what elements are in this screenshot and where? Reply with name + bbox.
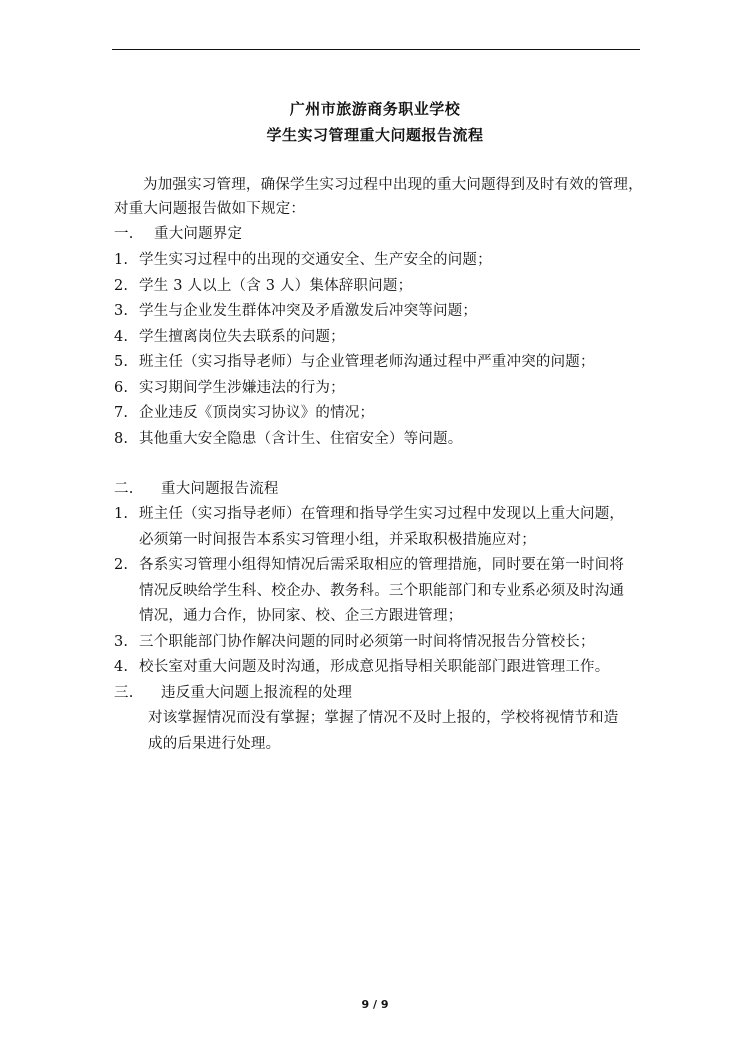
- list-item: 1. 班主任（实习指导老师）在管理和指导学生实习过程中发现以上重大问题，: [114, 506, 625, 522]
- list-item: 3. 三个职能部门协作解决问题的同时必须第一时间将情况报告分管校长；: [114, 634, 595, 650]
- intro-line-2: 对重大问题报告做如下规定：: [114, 201, 306, 217]
- list-item: 2. 各系实习管理小组得知情况后需采取相应的管理措施，同时要在第一时间将: [114, 557, 625, 573]
- document-title-subject: 学生实习管理重大问题报告流程: [266, 126, 484, 144]
- section-1-number: 一.: [114, 226, 134, 242]
- list-item-continuation: 必须第一时间报告本系实习管理小组，并采取积极措施应对；: [139, 532, 536, 548]
- header-rule: [112, 49, 640, 50]
- list-item-continuation: 情况反映给学生科、校企办、教务科。三个职能部门和专业系必须及时沟通: [139, 583, 625, 599]
- section-1-heading: [114, 227, 242, 242]
- section-3-paragraph-line-1: 对该掌握情况而没有掌握；掌握了情况不及时上报的，学校将视情节和造: [148, 710, 619, 726]
- list-item: 4. 校长室对重大问题及时沟通，形成意见指导相关职能部门跟进管理工作。: [114, 659, 610, 675]
- section-2-number: 二.: [114, 481, 134, 497]
- page-number: 9 / 9: [361, 998, 389, 1011]
- list-item: 3. 学生与企业发生群体冲突及矛盾激发后冲突等问题；: [114, 303, 478, 319]
- section-3-title: 违反重大问题上报流程的处理: [161, 685, 353, 701]
- section-3-paragraph-line-2: 成的后果进行处理。: [148, 736, 281, 752]
- document-title-school: 广州市旅游商务职业学校: [289, 100, 461, 118]
- section-3-heading: [114, 686, 352, 701]
- list-item: 7. 企业违反《顶岗实习协议》的情况；: [114, 405, 375, 421]
- section-2-title: 重大问题报告流程: [161, 481, 279, 497]
- list-item: 5. 班主任（实习指导老师）与企业管理老师沟通过程中严重冲突的问题；: [114, 354, 595, 370]
- list-item-continuation: 情况，通力合作，协同家、校、企三方跟进管理；: [139, 608, 463, 624]
- list-item: 1. 学生实习过程中的出现的交通安全、生产安全的问题；: [114, 252, 492, 268]
- list-item: 4. 学生擅离岗位失去联系的问题；: [114, 329, 345, 345]
- intro-line-1: 为加强实习管理，确保学生实习过程中出现的重大问题得到及时有效的管理，: [143, 177, 643, 193]
- section-3-number: 三.: [114, 685, 134, 701]
- list-item: 2. 学生 3 人以上（含 3 人）集体辞职问题；: [114, 278, 413, 294]
- section-2-heading: [114, 482, 279, 497]
- list-item: 8. 其他重大安全隐患（含计生、住宿安全）等问题。: [114, 431, 463, 447]
- section-1-title: 重大问题界定: [154, 226, 243, 242]
- list-item: 6. 实习期间学生涉嫌违法的行为；: [114, 380, 345, 396]
